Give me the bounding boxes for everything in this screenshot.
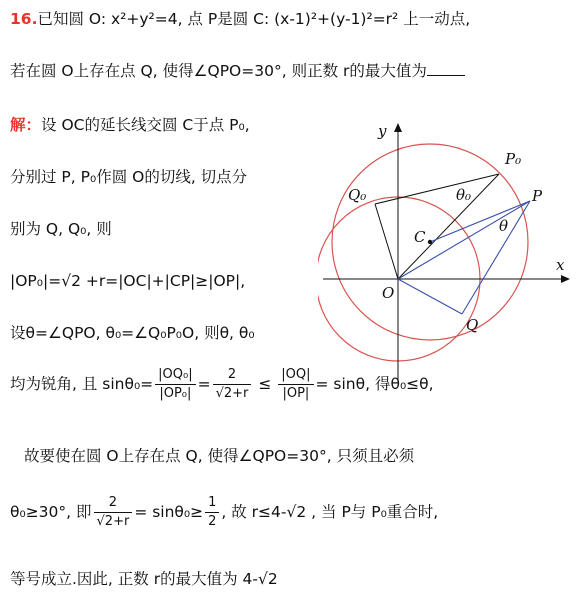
segment-p-q [462,201,530,314]
x-axis-arrow [561,275,570,283]
solution-text-4: |OP₀|=√2 +r=|OC|+|CP|≥|OP|, [10,272,246,290]
solution-line-9 [10,568,278,590]
solution-line-8: θ₀≥30°, 即 $\frac{2}{√2+r}$ = sinθ₀≥ $\frac{1}{2}$ , 故 r≤4-√2 , 当 P与 P₀重合时, [10,495,439,529]
solution-text-2: 分别过 P, P₀作圆 O的切线, 切点分 [10,168,248,186]
problem-text-2: 若在圆 O上存在点 Q, 使得∠QPO=30°, 则正数 r的最大值为 [10,62,427,80]
label-theta0: θ₀ [456,186,472,204]
problem-text-1: 已知圆 O: x²+y²=4, 点 P是圆 C: (x-1)²+(y-1)²=r² 上一动点, [37,10,471,28]
solution-line-2 [10,166,247,188]
line8-post: , 故 r≤4-√2 , 当 P与 P₀重合时, [221,503,439,521]
solution-line-4 [10,270,245,292]
problem-number: 16. [10,10,38,28]
segment-o-q0 [375,204,398,279]
segment-o-p0 [398,174,499,279]
line6-post: = sinθ, 得θ₀≤θ, [315,375,434,393]
segment-c-p [430,201,530,242]
solution-text-1: 设 OC的延长线交圆 C于点 P₀, [41,116,250,134]
solution-text-9: 等号成立.因此, 正数 r的最大值为 4-√2 [10,570,278,588]
label-p0: P₀ [505,150,522,168]
label-p: P [532,187,543,205]
solution-label: 解： [10,116,42,134]
problem-line-1 [10,8,470,30]
fraction-oq-op: $\frac{|OQ|}{|OP|}$ [278,366,313,403]
solution-line-6: 均为锐角, 且 sinθ₀= $\frac{\text{|OQ₀|}}{\text{|OP₀|}}$ = $\frac{2}{√2+r}$ ≤ $\frac{|OQ|}{|OP|}$ = sinθ, 得θ₀≤θ, [10,367,434,401]
label-x: x [556,256,565,274]
fraction-2-root2-r-b: $\frac{2}{√2+r}$ [94,494,133,531]
geometry-figure [318,116,580,388]
fraction-oq0-op0: $\frac{\text{|OQ₀|}}{\text{|OP₀|}}$ [155,366,195,403]
solution-text-5: 设θ=∠QPO, θ₀=∠Q₀P₀O, 则θ, θ₀ [10,324,255,342]
line6-pre: 均为锐角, 且 sinθ₀= [10,375,154,393]
fraction-2-root2-r: $\frac{2}{√2+r}$ [213,366,252,403]
segment-o-q [398,279,462,314]
fraction-one-half: $\frac{1}{2}$ [205,494,219,531]
answer-blank [427,61,465,76]
problem-line-2 [10,60,465,82]
segment-q0-p0 [375,174,499,204]
y-axis-arrow [394,123,402,132]
line8-pre: θ₀≥30°, 即 [10,503,92,521]
label-theta: θ [499,217,509,235]
solution-line-1 [10,114,250,136]
label-q: Q [466,316,479,334]
label-c: C [414,228,426,246]
label-o: O [382,284,395,302]
point-c [428,240,432,244]
label-q0: Q₀ [348,186,367,204]
solution-line-3 [10,218,112,240]
solution-line-7 [24,445,414,467]
solution-text-3: 别为 Q, Q₀, 则 [10,220,112,238]
solution-text-7: 故要使在圆 O上存在点 Q, 使得∠QPO=30°, 只须且必须 [24,447,415,465]
solution-line-5 [10,322,255,344]
label-y: y [378,122,387,140]
